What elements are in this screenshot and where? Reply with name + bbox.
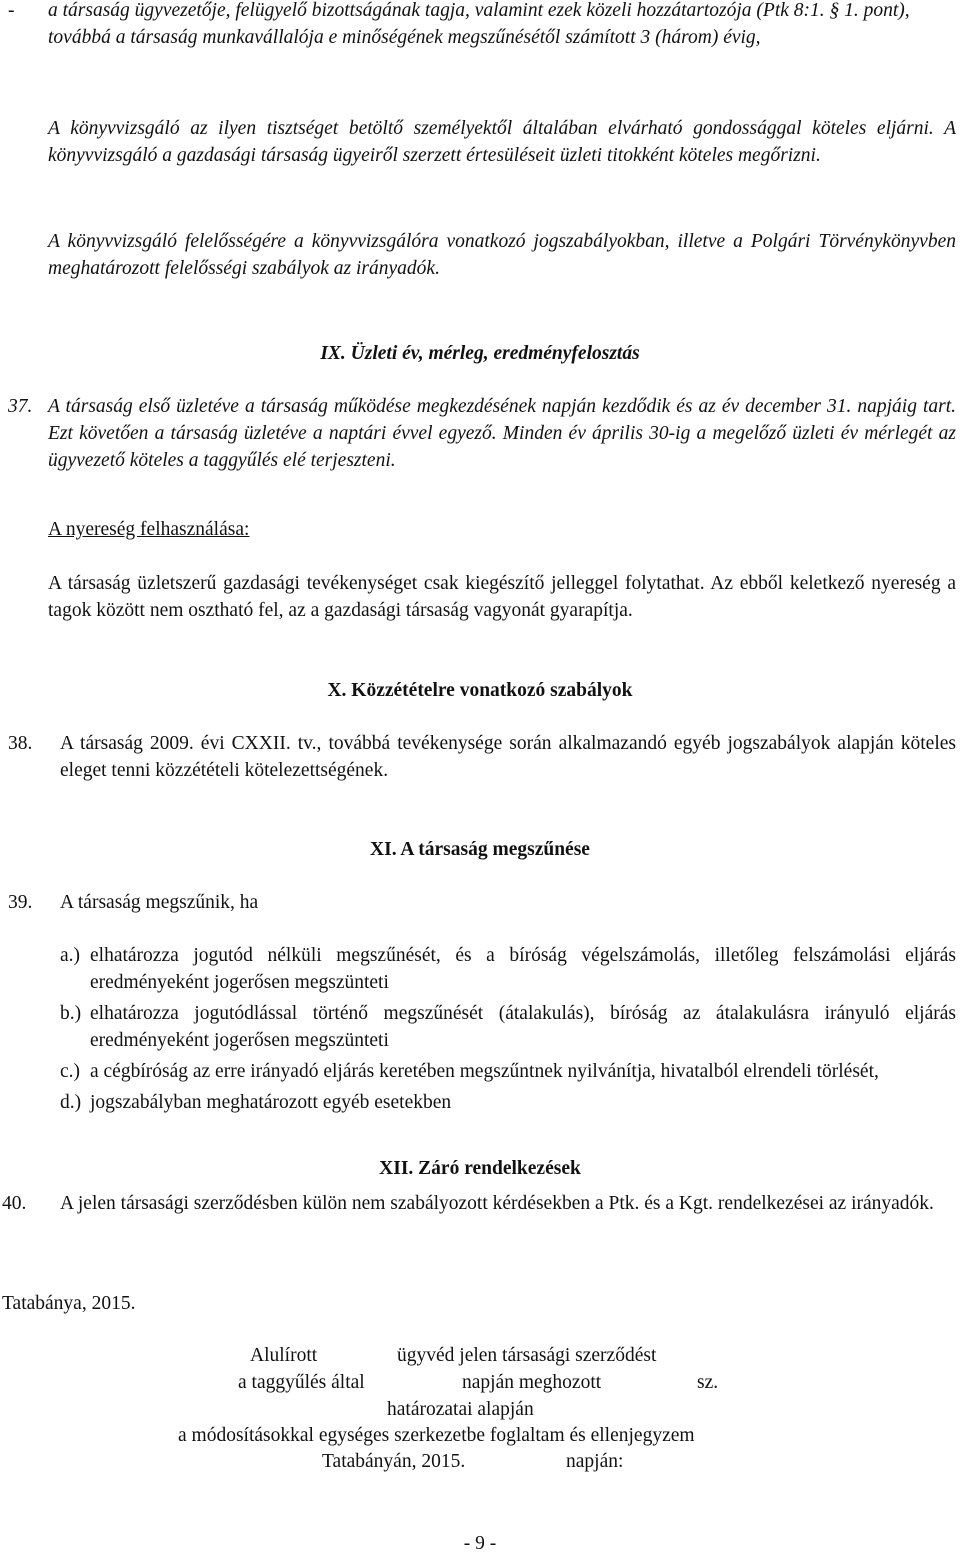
item-37: [8, 393, 956, 474]
place-date: Tatabánya, 2015.: [2, 1293, 136, 1314]
list-item-label: a.): [60, 945, 81, 966]
attestation-line5b: napján:: [566, 1451, 624, 1472]
attestation-line4: a módosításokkal egységes szerkezetbe foglaltam és ellenjegyzem: [178, 1425, 695, 1446]
list-item: [60, 942, 956, 996]
item-40-number: 40.: [2, 1193, 27, 1214]
paragraph-liability: A könyvvizsgáló felelősségére a könyvvizsgálóra vonatkozó jogszabályokban, illetve a Polgári Törvénykönyvben meghatározott felelősségi szabályok az irányadók.: [48, 231, 956, 279]
attestation-line2b: napján meghozott: [462, 1372, 602, 1393]
bullet-dash: -: [8, 0, 15, 21]
top-bullet-text: a társaság ügyvezetője, felügyelő bizottságának tagja, valamint ezek közeli hozzátartozója (Ptk 8:1. § 1. pont), továbbá a társaság munkavállalója e minőségének megszűnésétől számított 3 (három) évig,: [48, 0, 910, 48]
item-38-number: 38.: [8, 733, 33, 754]
list-item-text: elhatározza jogutód nélküli megszűnését, és a bíróság végelszámolás, illetőleg felszámolási eljárás eredményeként jogerősen megszünteti: [90, 945, 956, 993]
item-40: [2, 1190, 956, 1217]
attestation-line1a: Alulírott: [250, 1345, 318, 1366]
item-37-text: A társaság első üzletéve a társaság működése megkezdésének napján kezdődik és az év december 31. napjáig tart. Ezt követően a társaság üzletéve a naptári évvel egyező. Minden év április 30-ig a megelőző üzleti év mérlegét az ügyvezető köteles a taggyűlés elé terjeszteni.: [48, 396, 956, 471]
section-x-heading: X. Közzétételre vonatkozó szabályok: [327, 680, 633, 701]
page-number: - 9 -: [463, 1533, 497, 1554]
list-item: [60, 1000, 956, 1054]
item-38: [8, 730, 956, 784]
item-39-text: A társaság megszűnik, ha: [60, 892, 259, 913]
item-38-text: A társaság 2009. évi CXXII. tv., továbbá tevékenysége során alkalmazandó egyéb jogszabályok alapján köteles eleget tenni közzétételi kötelezettségének.: [60, 733, 956, 781]
section-xii-heading: XII. Záró rendelkezések: [379, 1158, 581, 1179]
item-39: [8, 889, 956, 916]
profit-text: A társaság üzletszerű gazdasági tevékenységet csak kiegészítő jelleggel folytathat. Az ebből keletkező nyereség a tagok között nem osztható fel, az a gazdasági társaság vagyonát gyarapítja.: [48, 573, 956, 621]
list-item-label: c.): [60, 1061, 81, 1082]
list-item-text: jogszabályban meghatározott egyéb esetekben: [90, 1092, 452, 1113]
list-item-label: d.): [60, 1092, 82, 1113]
item-39-number: 39.: [8, 892, 33, 913]
termination-list: [60, 942, 956, 1116]
profit-subheading: A nyereség felhasználása:: [48, 519, 250, 540]
top-bullet: [8, 0, 938, 51]
attestation-line5a: Tatabányán, 2015.: [322, 1451, 466, 1472]
attestation-line2a: a taggyűlés által: [238, 1372, 365, 1393]
list-item: [60, 1089, 956, 1116]
list-item-text: elhatározza jogutódlással történő megszűnését (átalakulás), bíróság az átalakulásra irányuló eljárás eredményeként jogerősen megszünteti: [90, 1003, 956, 1051]
item-37-number: 37.: [8, 396, 33, 417]
attestation-line2c: sz.: [697, 1372, 719, 1393]
item-40-text: A jelen társasági szerződésben külön nem szabályozott kérdésekben a Ptk. és a Kgt. rendelkezései az irányadók.: [60, 1193, 934, 1214]
section-ix-heading: IX. Üzleti év, mérleg, eredményfelosztás: [320, 343, 640, 364]
list-item-label: b.): [60, 1003, 82, 1024]
section-xi-heading: XI. A társaság megszűnése: [370, 839, 590, 860]
list-item-text: a cégbíróság az erre irányadó eljárás keretében megszűntnek nyilvánítja, hivatalból elrendeli törlését,: [90, 1061, 879, 1082]
paragraph-confidentiality: A könyvvizsgáló az ilyen tisztséget betöltő személyektől általában elvárható gondossággal köteles eljárni. A könyvvizsgáló a gazdasági társaság ügyeiről szerzett értesüléseit üzleti titokként köteles megőrizni.: [48, 118, 956, 166]
list-item: [60, 1058, 956, 1085]
attestation-line1b: ügyvéd jelen társasági szerződést: [397, 1345, 657, 1366]
attestation-line3: határozatai alapján: [387, 1399, 534, 1420]
